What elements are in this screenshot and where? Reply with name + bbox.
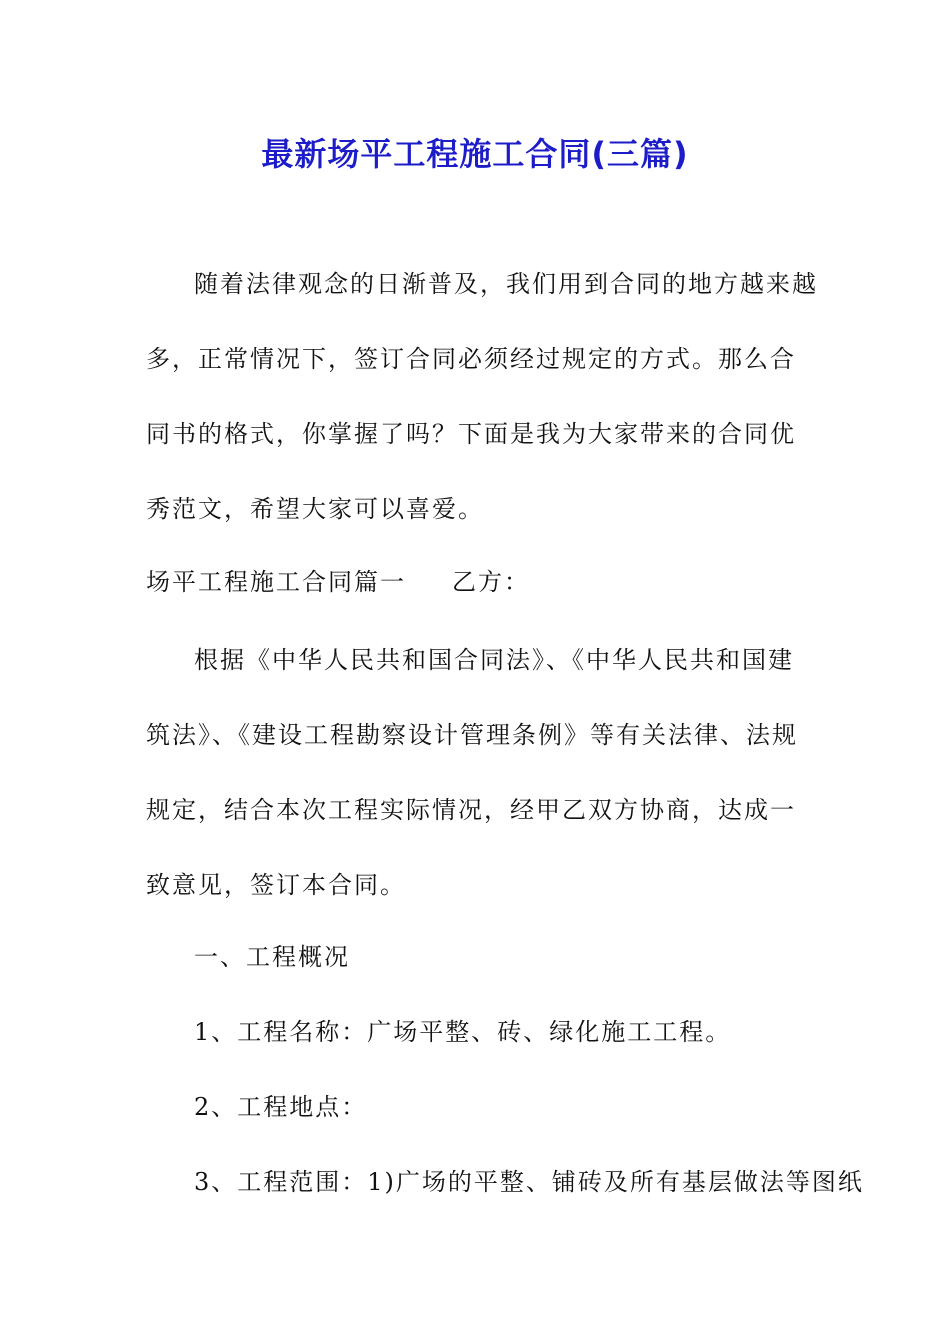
party-b-label: 乙方： xyxy=(452,568,530,596)
clause-project-location: 2、工程地点： xyxy=(194,1093,368,1121)
clause-project-scope: 3、工程范围：1)广场的平整、铺砖及所有基层做法等图纸 xyxy=(194,1168,864,1196)
intro-paragraph: 随着法律观念的日渐普及，我们用到合同的地方越来越多，正常情况下，签订合同必须经过规定的方式。那么合同书的格式，你掌握了吗？下面是我为大家带来的合同优秀范文，希望大家可以喜爱。 xyxy=(146,270,818,523)
clause-overview: 一、工程概况 xyxy=(194,943,350,971)
clause-project-name: 1、工程名称：广场平整、砖、绿化施工工程。 xyxy=(194,1018,732,1046)
section-one-heading xyxy=(146,545,818,620)
basis-paragraph: 根据《中华人民共和国合同法》、《中华人民共和国建筑法》、《建设工程勘察设计管理条例》等有关法律、法规规定，结合本次工程实际情况，经甲乙双方协商，达成一致意见，签订本合同。 xyxy=(146,646,798,899)
section-one-title: 场平工程施工合同篇一 xyxy=(146,568,406,596)
document-title: 最新场平工程施工合同(三篇) xyxy=(261,135,689,173)
